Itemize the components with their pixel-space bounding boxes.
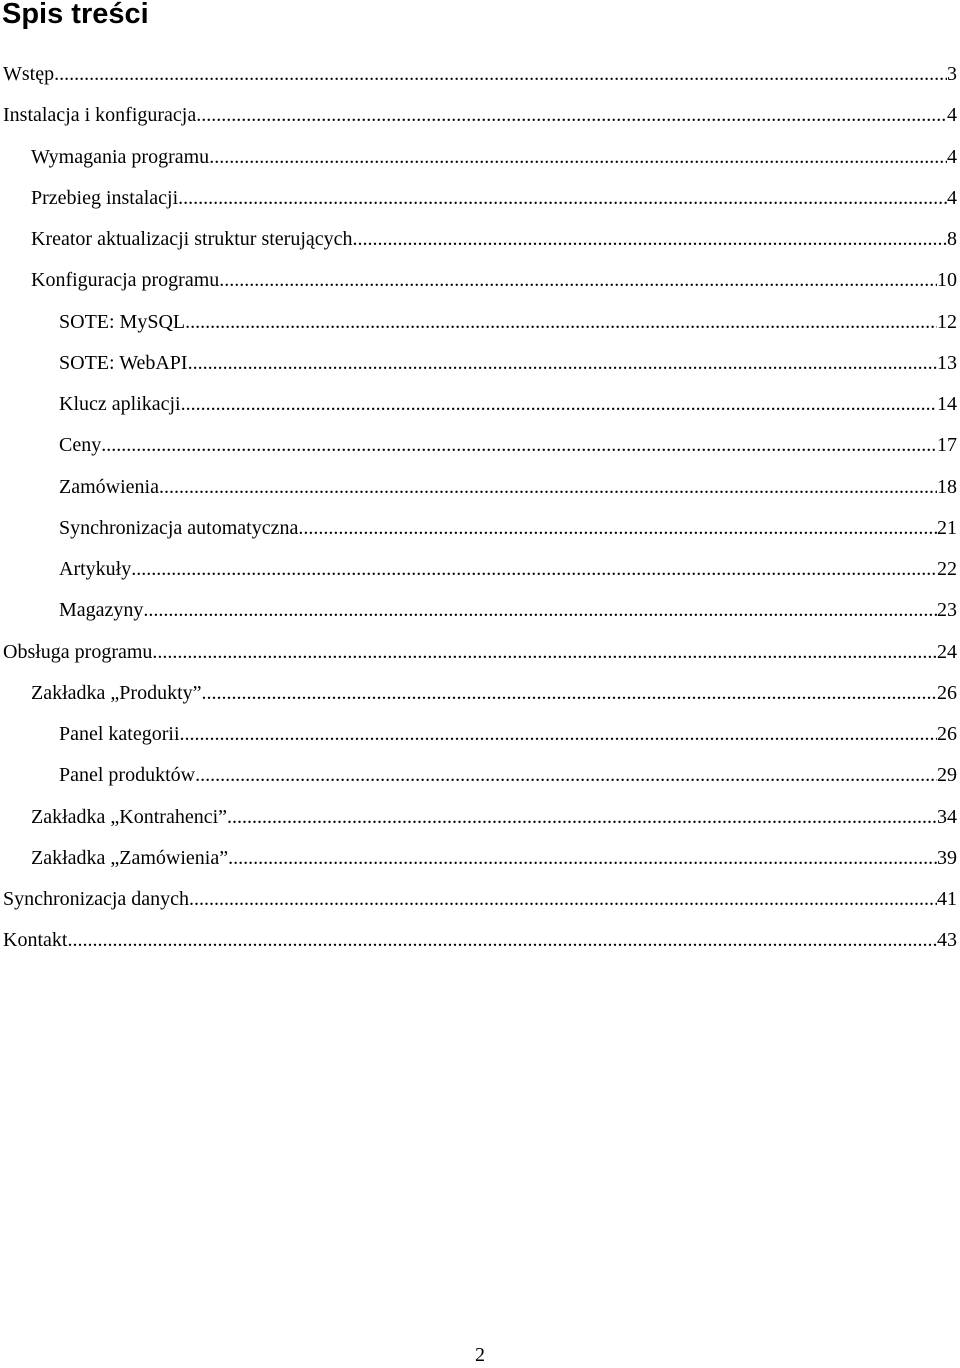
toc-entry-text: Zakładka „Produkty”: [31, 681, 202, 704]
toc-entry[interactable]: [0, 219, 960, 260]
toc-entry[interactable]: [0, 590, 960, 631]
toc-entry-text: SOTE: WebAPI: [59, 351, 188, 374]
toc-entry-text: Synchronizacja automatyczna: [59, 516, 299, 539]
toc-entry-text: Instalacja i konfiguracja: [3, 104, 197, 127]
page-number: 2: [475, 1344, 485, 1366]
toc-entry-page: 18: [937, 475, 957, 498]
toc-entry[interactable]: [0, 632, 960, 673]
toc-entry-page: 10: [937, 269, 957, 292]
toc-entry-text: Konfiguracja programu: [31, 269, 220, 292]
toc-entry-text: SOTE: MySQL: [59, 310, 186, 333]
dot-leader: [219, 260, 937, 301]
toc-entry[interactable]: [0, 673, 960, 714]
toc-entry-text: Kontakt: [3, 929, 68, 952]
dot-leader: [159, 467, 937, 508]
dot-leader: [54, 54, 947, 95]
toc-entry[interactable]: [0, 879, 960, 920]
dot-leader: [181, 384, 937, 425]
dot-leader: [195, 755, 937, 796]
toc-entry-text: Obsługa programu: [3, 640, 153, 663]
toc-entry-page: 14: [937, 393, 957, 415]
dot-leader: [353, 219, 947, 260]
toc-entry-text: Wymagania programu: [31, 145, 210, 168]
toc-entry-page: 4: [947, 145, 957, 168]
toc-entry[interactable]: [0, 137, 960, 178]
toc-entry-page: 22: [937, 558, 957, 580]
toc-entry-page: 24: [937, 640, 957, 663]
toc-entry-text: Panel kategorii: [59, 723, 180, 745]
toc-entry[interactable]: [0, 755, 960, 796]
toc-entry-page: 4: [947, 104, 957, 127]
dot-leader: [196, 95, 947, 136]
dot-leader: [101, 425, 937, 466]
toc-entry[interactable]: [0, 95, 960, 136]
toc-entry-page: 29: [937, 764, 957, 787]
toc-title: Spis treści: [2, 0, 149, 30]
toc-entry-page: 8: [947, 228, 957, 250]
toc-entry[interactable]: [0, 260, 960, 301]
toc-entry-text: Synchronizacja danych: [3, 888, 190, 910]
dot-leader: [227, 797, 937, 838]
toc-entry[interactable]: [0, 178, 960, 219]
toc-entry[interactable]: [0, 714, 960, 755]
dot-leader: [131, 549, 937, 590]
toc-entry[interactable]: [0, 920, 960, 961]
toc-entry-text: Wstęp: [3, 63, 55, 85]
dot-leader: [202, 673, 938, 714]
toc-entry-text: Zamówienia: [59, 475, 159, 498]
toc-entry[interactable]: [0, 54, 960, 95]
toc-entry[interactable]: [0, 797, 960, 838]
dot-leader: [209, 137, 947, 178]
toc-entry[interactable]: [0, 549, 960, 590]
toc-entry[interactable]: [0, 838, 960, 879]
dot-leader: [67, 920, 937, 961]
dot-leader: [188, 343, 937, 384]
toc-entry-page: 13: [937, 351, 957, 374]
toc-entry-page: 34: [937, 805, 957, 828]
toc-entry[interactable]: [0, 343, 960, 384]
dot-leader: [185, 302, 937, 343]
toc-entry-page: 21: [937, 516, 957, 539]
toc-entry[interactable]: [0, 384, 960, 425]
toc-entry-text: Magazyny: [59, 599, 144, 622]
toc-list: [0, 54, 960, 962]
toc-entry[interactable]: [0, 508, 960, 549]
toc-entry-page: 4: [947, 186, 957, 209]
dot-leader: [152, 632, 937, 673]
toc-entry-text: Artykuły: [59, 558, 132, 580]
toc-entry-text: Ceny: [59, 434, 102, 457]
toc-entry-text: Klucz aplikacji: [59, 393, 181, 415]
toc-entry-text: Kreator aktualizacji struktur sterujących: [31, 228, 353, 250]
toc-entry-page: 41: [937, 888, 957, 910]
toc-entry-page: 39: [937, 846, 957, 869]
toc-entry-page: 26: [937, 723, 957, 745]
dot-leader: [298, 508, 937, 549]
dot-leader: [189, 879, 937, 920]
toc-entry-page: 12: [937, 310, 957, 333]
dot-leader: [228, 838, 937, 879]
toc-entry-page: 3: [947, 63, 957, 85]
toc-entry-page: 17: [937, 434, 957, 457]
toc-entry[interactable]: [0, 425, 960, 466]
toc-entry-page: 43: [937, 929, 957, 952]
toc-entry-text: Zakładka „Kontrahenci”: [31, 805, 228, 828]
toc-entry-text: Zakładka „Zamówienia”: [31, 846, 229, 869]
toc-entry-page: 26: [937, 681, 957, 704]
toc-entry[interactable]: [0, 467, 960, 508]
toc-entry-text: Przebieg instalacji: [31, 186, 179, 209]
toc-entry-text: Panel produktów: [59, 764, 196, 787]
toc-entry[interactable]: [0, 302, 960, 343]
dot-leader: [143, 590, 937, 631]
toc-entry-page: 23: [937, 599, 957, 622]
dot-leader: [180, 714, 937, 755]
dot-leader: [178, 178, 947, 219]
